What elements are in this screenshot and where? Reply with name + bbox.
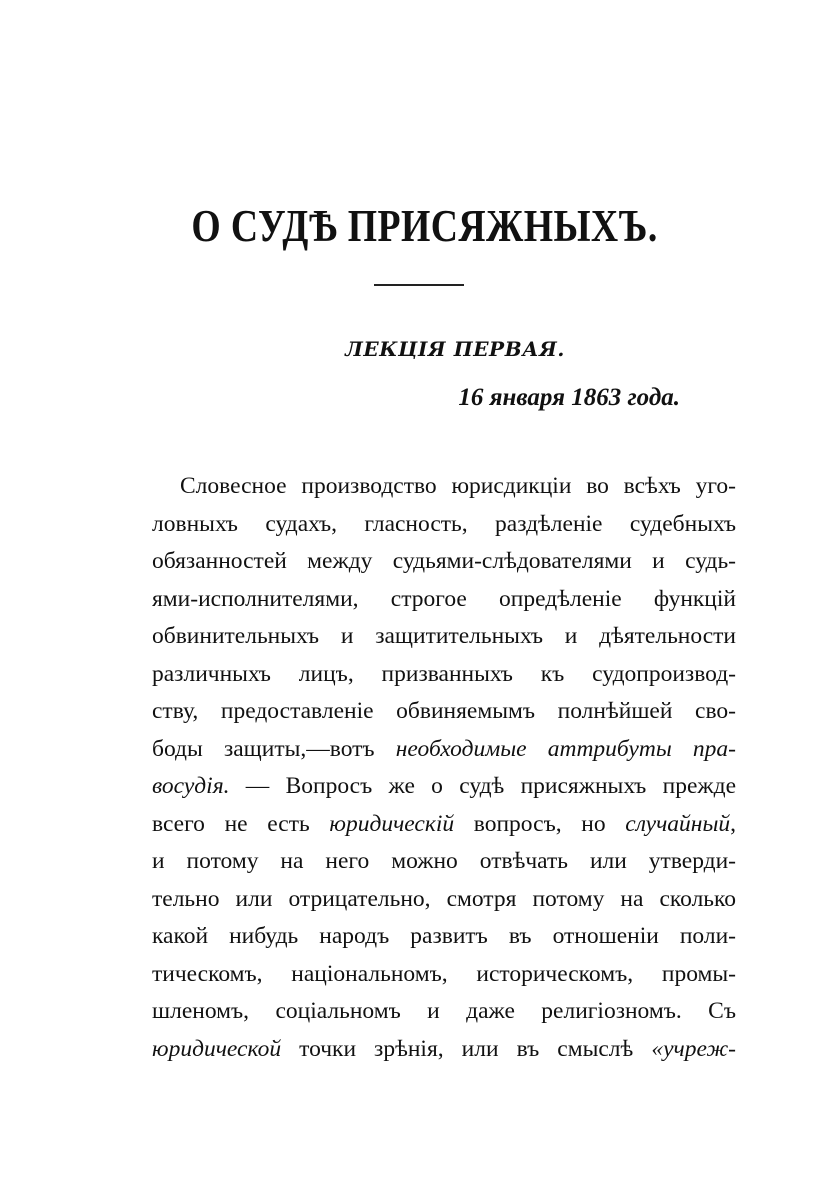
text-line [152,581,736,619]
italic-text: юридической [152,1035,282,1062]
italic-text: «учреж- [651,1035,736,1062]
text-run: всего не есть [152,810,330,837]
text-line [152,881,736,919]
text-line [152,506,736,544]
text-line [152,918,736,956]
text-run: тическомъ, національномъ, историческомъ, промы- [152,960,736,987]
text-run: ями-исполнителями, строгое опредѣленіе функцій [152,585,736,612]
text-line [152,768,736,806]
text-run: ству, предоставленіе обвиняемымъ полнѣйшей сво- [152,698,736,724]
text-line [152,543,736,581]
text-run: обвинительныхъ и защитительныхъ и дѣятельности [152,623,736,649]
text-line [152,618,736,656]
text-run: точки зрѣнія, или въ смыслѣ [281,1035,652,1062]
title-divider [374,284,464,286]
text-line [152,806,736,844]
text-line [152,656,736,694]
text-line [152,693,736,731]
text-run: шленомъ, соціальномъ и даже религіозномъ. Съ [152,998,736,1024]
text-line [152,843,736,881]
text-line [152,993,736,1031]
text-run: вопросъ, но [454,810,626,837]
body-paragraph [152,468,736,1068]
text-run: и потому на него можно отвѣчать или утверди- [152,848,736,874]
lecture-heading: ЛЕКЦІЯ ПЕРВАЯ. [345,337,565,361]
lecture-date: 16 января 1863 года. [458,384,680,411]
text-run: боды защиты,—вотъ [152,735,396,762]
text-run: ловныхъ судахъ, гласность, раздѣленіе судебныхъ [152,510,736,537]
text-run: Словесное производство юрисдикціи во всѣхъ уго- [180,473,736,499]
text-line [152,1031,736,1069]
text-run: какой нибудь народъ развитъ въ отношеніи поли- [152,923,736,949]
italic-text: необходимые аттрибуты пра- [395,735,736,762]
italic-text: восудія. [152,773,230,799]
italic-text: случайный [625,810,731,837]
text-line [152,731,736,769]
text-run: , [730,810,736,837]
text-run: обязанностей между судьями-слѣдователями и судь- [152,548,736,574]
text-line [152,468,736,506]
page-title: О СУДѢ ПРИСЯЖНЫХЪ. [191,200,658,251]
text-run: тельно или отрицательно, смотря потому на сколько [152,885,736,912]
italic-text: юридическій [329,810,455,837]
text-run: различныхъ лицъ, призванныхъ къ судопроизвод- [152,660,736,687]
text-run: — Вопросъ же о судѣ присяжныхъ прежде [229,773,736,799]
text-line [152,956,736,994]
